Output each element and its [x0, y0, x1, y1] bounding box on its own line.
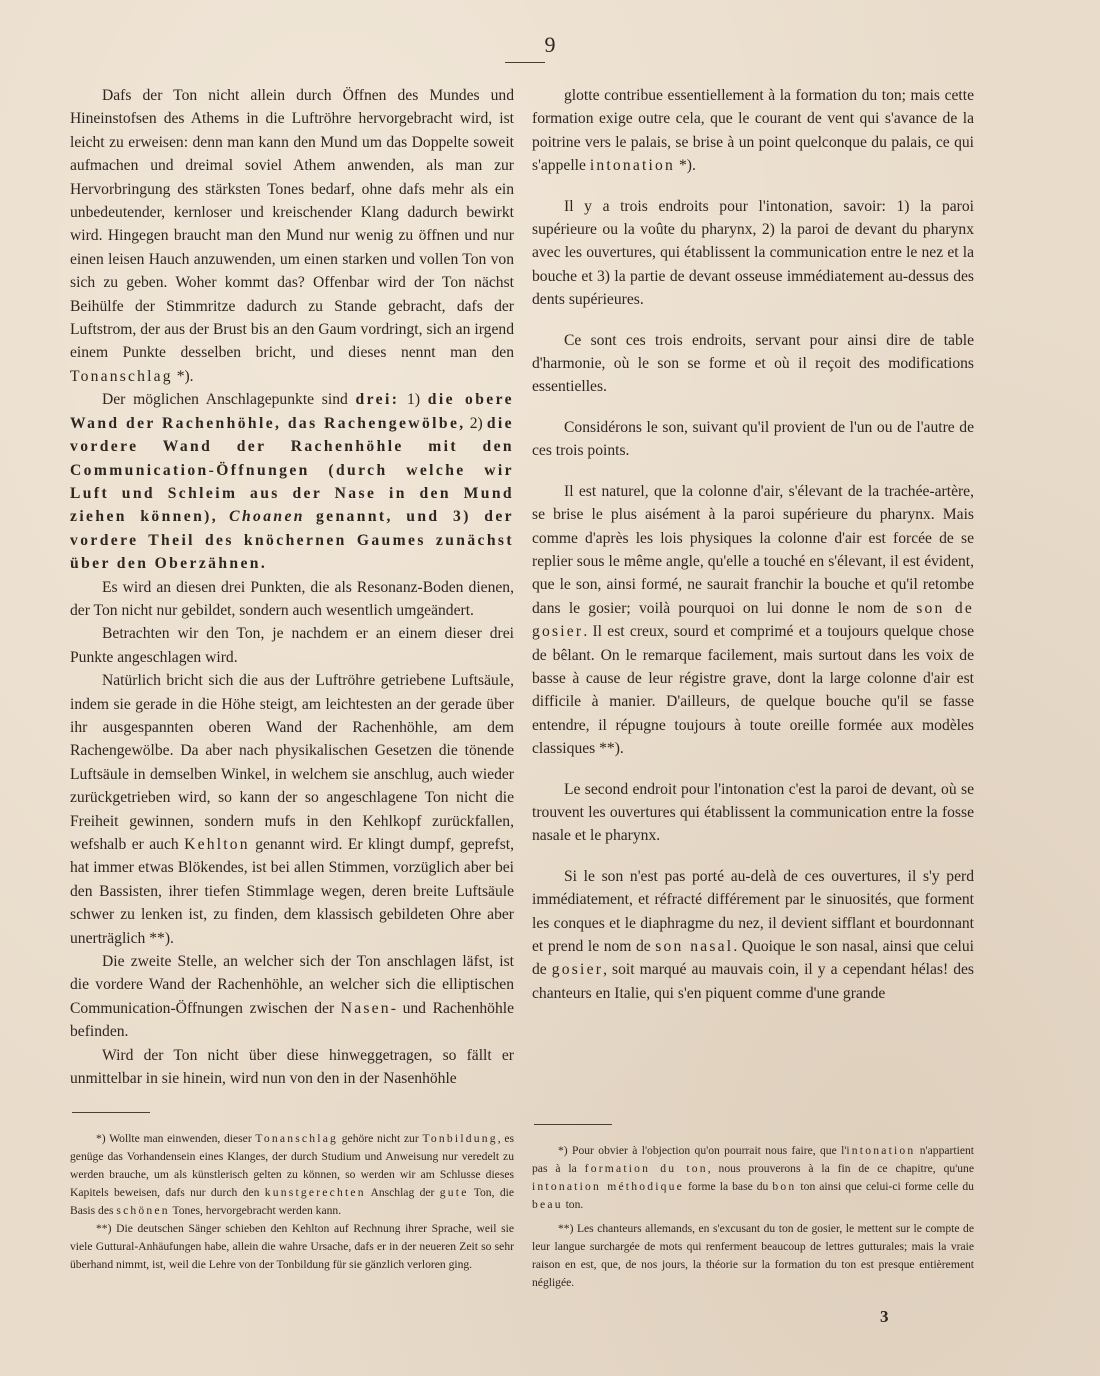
text: . Il est creux, sourd et comprimé et a toujours quelque chose de bêlant. On le remarque facilement, mais surtout dans les voix de basse à cause de leur régistre grave, dont la large colonne d'air est difficile à manier. D'ailleurs, de quelque bouche qu'il se fasse entendre, il répugne toujours à toute oreille formée aux modèles classiques **). [532, 623, 974, 758]
right-paragraph-2: Il y a trois endroits pour l'intonation, savoir: 1) la paroi supérieure ou la voûte du pharynx, 2) la paroi de devant du pharynx avec les ouvertures, qui établissent la communication entre le nez et la bouche et 3) la partie de devant osseuse immédiatement au-dessus des dents supérieures. [532, 197, 974, 309]
left-paragraph-1 [70, 84, 514, 388]
text: - und Rachenhöhle befinden. [70, 999, 514, 1041]
footnote-rule-right [534, 1124, 612, 1125]
left-paragraph-6 [70, 950, 514, 1044]
left-paragraph-7: Wird der Ton nicht über diese hinweggetragen, so fällt er unmittelbar in sie hinein, wird nun von den in der Nasenhöhle [70, 1046, 514, 1088]
left-column-german [70, 84, 514, 1090]
footnotes-german [70, 1130, 514, 1274]
text: Anschlag der [365, 1186, 440, 1199]
footnote-rule-left [72, 1112, 150, 1113]
text: Tones, hervorgebracht werden kann. [169, 1204, 342, 1217]
text: gehöre nicht zur [338, 1132, 423, 1145]
spaced-term: Tonbildung [422, 1132, 498, 1145]
spaced-term: gosier [551, 961, 604, 979]
left-paragraph-2 [70, 388, 514, 575]
text: *) Wollte man einwenden, dieser [96, 1132, 256, 1145]
text: , es genüge das Vorhandensein eines Klanges, der durch Studium und Anweisung nur veredelt zu werden brauche, um als künstlerisch gelten zu können, so werden wir am Schlusse dieses Kapitels beweisen, dafs nur durch den [70, 1132, 515, 1199]
text: *). [675, 157, 696, 175]
spaced-term: son nasal [655, 938, 734, 955]
right-paragraph-1 [532, 84, 974, 178]
footnote-2-german: **) Die deutschen Sänger schieben den Kehlton auf Rechnung ihrer Sprache, weil sie viele Guttural-Anhäufungen habe, allein die wahre Ursache, dafs er in der neueren Zeit so sehr überhand nimmt, ist, weil die Lehre von der Tonbildung für sie gänzlich verloren ging. [70, 1222, 514, 1271]
spaced-term: beau [532, 1198, 563, 1211]
text: Dafs der Ton nicht allein durch Öffnen des Mundes und Hineinstofsen des Athems in die Luftröhre hervorgebracht wird, ist leicht zu erweisen: denn man kann den Mund um das Doppelte soweit aufmachen und dreimal soviel Athem anwenden, als man zur Hervorbringung des stärksten Tones bedarf, ohne dafs mehr als ein unbedeutender, kernloser und kreischender Klang dadurch bewirkt wird. Hingegen braucht man den Mund nur wenig zu öffnen und nur einen leisen Hauch anzuwenden, um einen starken und vollen Ton von sich zu geben. Woher kommt das? Offenbar wird der Ton nächst Beihülfe der Stimmritze dadurch zu Stande gebracht, dafs der Luftstrom, der aus der Brust bis an den Gaum vordringt, sich an irgend einem Punkte desselben bricht, und dieses nennt man den [70, 87, 514, 362]
left-paragraph-5 [70, 669, 514, 950]
spaced-term: intonation [846, 1144, 916, 1157]
spaced-term: drei: [355, 391, 400, 409]
spaced-term: die vordere Wand der Rachenhöhle mit den Communication-Öffnungen (durch welche wir Luft und Schleim aus der Nase in den Mund ziehen können), [70, 414, 514, 526]
signature-mark: 3 [880, 1307, 889, 1326]
spaced-term: intonation méthodique [532, 1180, 684, 1193]
text: genannt wird. Er klingt dumpf, geprefst, hat immer etwas Blökendes, ist bei allen Stimmen, vorzüglich aber bei den Bassisten, ihrer tiefen Stimmlage wegen, deren breite Luftsäule schwer zu lenken ist, zu finden, dem klassisch gebildeten Ohre aber unerträglich **). [70, 836, 514, 947]
spaced-term: die obere Wand der Rachenhöhle, das Rachengewölbe, [70, 391, 514, 432]
text [218, 508, 229, 525]
spaced-term: Kehlton [184, 836, 250, 853]
spaced-term: kunstgerechten [264, 1186, 366, 1199]
text: 1) [399, 391, 428, 409]
spaced-term: intonation [589, 157, 676, 175]
text: , soit marqué au mauvais coin, il y a cependant hélas! des chanteurs en Italie, qui s'en piquent comme d'une grande [532, 961, 974, 1002]
spaced-term: schönen [116, 1204, 170, 1217]
right-paragraph-7 [532, 865, 974, 1005]
page-number: 9 [544, 32, 556, 57]
text: ton ainsi que celui-ci forme celle du [796, 1180, 974, 1193]
text: Natürlich bricht sich die aus der Luftröhre getriebene Luftsäule, indem sie gerade in die Höhe steigt, am leichtesten an der gerade über ihr ausgespannten oberen Wand der Rachenhöhle, am dem Rachengewölbe. Da aber nach physikalischen Gesetzen die tönende Luftsäule in demselben Winkel, in welchem sie anschlug, auch wieder zurückgetrieben wird, so kann der so angeschlagene Ton nicht die Freiheit gewinnen, sondern mufs in den Kehlkopf zurückfallen, wefshalb er auch [70, 672, 514, 853]
footnote-1-german [70, 1130, 514, 1220]
right-column-french [532, 84, 974, 1022]
text: , nous prouverons à la fin de ce chapitre, qu'une [707, 1162, 974, 1175]
right-paragraph-5 [532, 480, 974, 761]
footnote-2-french: **) Les chanteurs allemands, en s'excusant du ton de gosier, le mettent sur le compte de leur langue surchargée de mots qui renferment beaucoup de lettres gutturales; mais la vraie raison en est, que, de nos jours, la théorie sur la formation du ton est presque entièrement négligée. [532, 1222, 974, 1289]
spaced-term: Tonanschlag [255, 1132, 339, 1145]
text: . Quoique le son nasal, ainsi que celui de [532, 938, 975, 979]
text: glotte contribue essentiellement à la formation du ton; mais cette formation exige outre cela, que le courant de vent qui s'avance de la poitrine vers le palais, se brise à un point quelconque du palais, ce qui s'appelle [532, 87, 974, 175]
header-rule [505, 62, 545, 63]
text: ton. [562, 1198, 584, 1211]
spaced-term: son de gosier [532, 599, 974, 641]
text: *) Pour obvier à l'objection qu'on pourrait nous faire, que l' [558, 1144, 847, 1157]
right-paragraph-4: Considérons le son, suivant qu'il provient de l'un ou de l'autre de ces trois points. [532, 418, 974, 460]
text [305, 508, 316, 525]
spaced-term: gute [439, 1186, 469, 1199]
footnotes-french [532, 1142, 974, 1298]
text: Der möglichen Anschlagepunkte sind [102, 391, 356, 409]
right-paragraph-3: Ce sont ces trois endroits, servant pour ainsi dire de table d'harmonie, où le son se forme et où il reçoit des modifications essentielles. [532, 331, 974, 396]
spaced-term: formation du ton [584, 1162, 708, 1175]
text: Si le son n'est pas porté au-delà de ces ouvertures, il s'y perd immédiatement, et réfracté différement par le sinuosités, que forment les conques et le diaphragme du nez, il devient sifflant et bourdonnant et prend le nom de [532, 867, 974, 955]
footnote-1-french [532, 1142, 974, 1214]
right-paragraph-6: Le second endroit pour l'intonation c'est la paroi de devant, où se trouvent les ouvertures qui établissent la communication entre la fosse nasale et le pharynx. [532, 780, 974, 845]
text: n'appartient pas à la [532, 1144, 974, 1175]
text: *). [172, 367, 194, 385]
left-paragraph-4: Betrachten wir den Ton, je nachdem er an einem dieser drei Punkte angeschlagen wird. [70, 625, 514, 666]
spaced-term: Tonanschlag [70, 367, 173, 385]
spaced-term: genannt, und 3) der vordere Theil des knöchernen Gaumes zunächst über den Oberzähnen. [70, 508, 514, 573]
spaced-term: bon [772, 1180, 797, 1193]
text: Die zweite Stelle, an welcher sich der Ton anschlagen läfst, ist die vordere Wand der Rachenhöhle, an welcher sich die elliptischen Communication-Öffnungen zwischen der [70, 953, 514, 1017]
text: Il est naturel, que la colonne d'air, s'élevant de la trachée-artère, se brise le plus aisément à la paroi supérieure du pharynx. Mais comme d'après les lois physiques la colonne d'air est forcée de se replier sous le même angle, qu'elle a touché en s'élevant, il est évident, que le son, ainsi formé, ne saurait franchir la bouche et qu'il retombe dans le gosier; voilà pourquoi on lui donne le nom de [532, 482, 974, 617]
spaced-term: Nasen [340, 999, 391, 1017]
italic-term: Choanen [229, 508, 305, 526]
text: forme la base du [683, 1180, 773, 1193]
text: 2) [465, 414, 487, 432]
text: Ton, die Basis des [70, 1186, 514, 1217]
left-paragraph-3: Es wird an diesen drei Punkten, die als Resonanz-Boden dienen, der Ton nicht nur gebildet, sondern auch wesentlich umgeändert. [70, 578, 514, 619]
